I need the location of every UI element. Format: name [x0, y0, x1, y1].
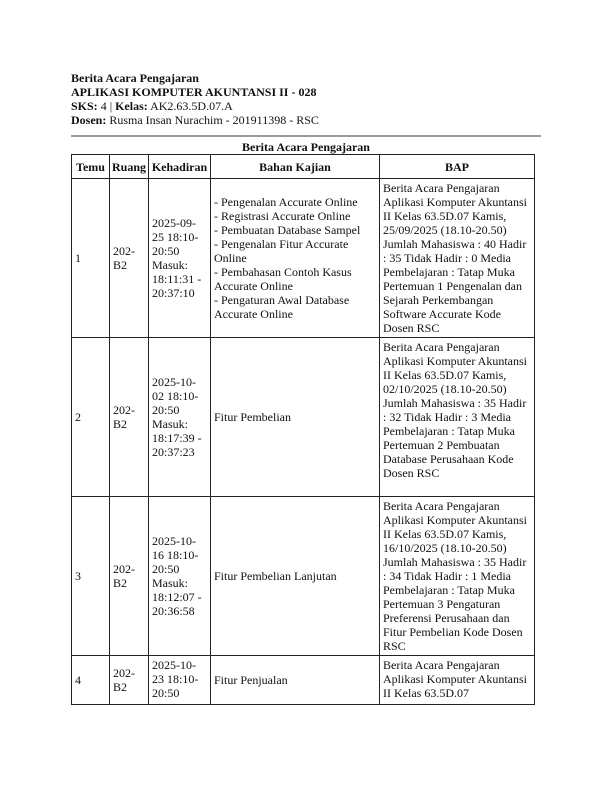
ruang-cell: 202-B2	[110, 497, 149, 656]
table-row	[72, 656, 535, 705]
kehadiran-cell: 2025-09-25 18:10-20:50 Masuk: 18:11:31 - 20:37:10	[149, 179, 211, 338]
kelas-value: AK2.63.5D.07.A	[147, 99, 233, 113]
dosen-label: Dosen:	[71, 113, 107, 127]
bap-cell: Berita Acara Pengajaran Aplikasi Komputer Akuntansi II Kelas 63.5D.07 Kamis, 16/10/2025 (18.10-20.50) Jumlah Mahasiswa : 35 Hadir : 34 Tidak Hadir : 1 Media Pembelajaran : Tatap Muka Pertemuan 3 Pengaturan Preferensi Perusahaan dan Fitur Pembelian Kode Dosen RSC	[380, 497, 535, 656]
kehadiran-cell: 2025-10-16 18:10-20:50 Masuk: 18:12:07 - 20:36:58	[149, 497, 211, 656]
kehadiran-cell: 2025-10-23 18:10-20:50	[149, 656, 211, 705]
dosen-value: Rusma Insan Nurachim - 201911398 - RSC	[106, 113, 319, 127]
temu-cell: 3	[72, 497, 110, 656]
bap-table	[71, 154, 535, 705]
document-header	[71, 71, 541, 127]
column-header-bahan-kajian: Bahan Kajian	[211, 155, 380, 179]
column-header-bap: BAP	[380, 155, 535, 179]
bahan-kajian-item: - Pembahasan Contoh Kasus Accurate Online	[214, 265, 352, 293]
bap-cell: Berita Acara Pengajaran Aplikasi Komputer Akuntansi II Kelas 63.5D.07 Kamis, 02/10/2025 (18.10-20.50) Jumlah Mahasiswa : 35 Hadir : 32 Tidak Hadir : 3 Media Pembelajaran : Tatap Muka Pertemuan 2 Pembuatan Database Perusahaan Kode Dosen RSC	[380, 338, 535, 497]
temu-cell: 4	[72, 656, 110, 705]
bahan-kajian-cell: Fitur Pembelian Lanjutan	[211, 497, 380, 656]
bahan-kajian-item: - Registrasi Accurate Online	[214, 209, 351, 223]
column-header-ruang: Ruang	[110, 155, 149, 179]
kelas-label: Kelas:	[115, 99, 148, 113]
table-header-row	[72, 155, 535, 179]
bahan-kajian-item: - Pengenalan Accurate Online	[214, 195, 358, 209]
dosen-line	[71, 113, 541, 127]
course-name: APLIKASI KOMPUTER AKUNTANSI II - 028	[71, 85, 317, 99]
table-row	[72, 179, 535, 338]
table-caption: Berita Acara Pengajaran	[242, 140, 370, 154]
sks-kelas-line	[71, 99, 541, 113]
table-row	[72, 338, 535, 497]
ruang-cell: 202-B2	[110, 179, 149, 338]
bap-cell: Berita Acara Pengajaran Aplikasi Komputer Akuntansi II Kelas 63.5D.07	[380, 656, 535, 705]
bap-cell: Berita Acara Pengajaran Aplikasi Komputer Akuntansi II Kelas 63.5D.07 Kamis, 25/09/2025 (18.10-20.50) Jumlah Mahasiswa : 40 Hadir : 35 Tidak Hadir : 0 Media Pembelajaran : Tatap Muka Pertemuan 1 Pengenalan dan Sejarah Perkembangan Software Accurate Kode Dosen RSC	[380, 179, 535, 338]
column-header-temu: Temu	[72, 155, 110, 179]
table-row	[72, 497, 535, 656]
header-divider	[71, 135, 541, 137]
bahan-kajian-item: - Pembuatan Database Sampel	[214, 223, 361, 237]
bahan-kajian-item: - Pengenalan Fitur Accurate Online	[214, 237, 349, 265]
temu-cell: 2	[72, 338, 110, 497]
sks-value: 4 |	[97, 99, 116, 113]
bahan-kajian-item: - Pengaturan Awal Database Accurate Online	[214, 293, 350, 321]
sks-label: SKS:	[71, 99, 98, 113]
column-header-kehadiran: Kehadiran	[149, 155, 211, 179]
bahan-kajian-cell	[211, 179, 380, 338]
ruang-cell: 202-B2	[110, 656, 149, 705]
kehadiran-cell: 2025-10-02 18:10-20:50 Masuk: 18:17:39 - 20:37:23	[149, 338, 211, 497]
ruang-cell: 202-B2	[110, 338, 149, 497]
bahan-kajian-cell: Fitur Pembelian	[211, 338, 380, 497]
bahan-kajian-cell: Fitur Penjualan	[211, 656, 380, 705]
document-title: Berita Acara Pengajaran	[71, 71, 199, 85]
temu-cell: 1	[72, 179, 110, 338]
